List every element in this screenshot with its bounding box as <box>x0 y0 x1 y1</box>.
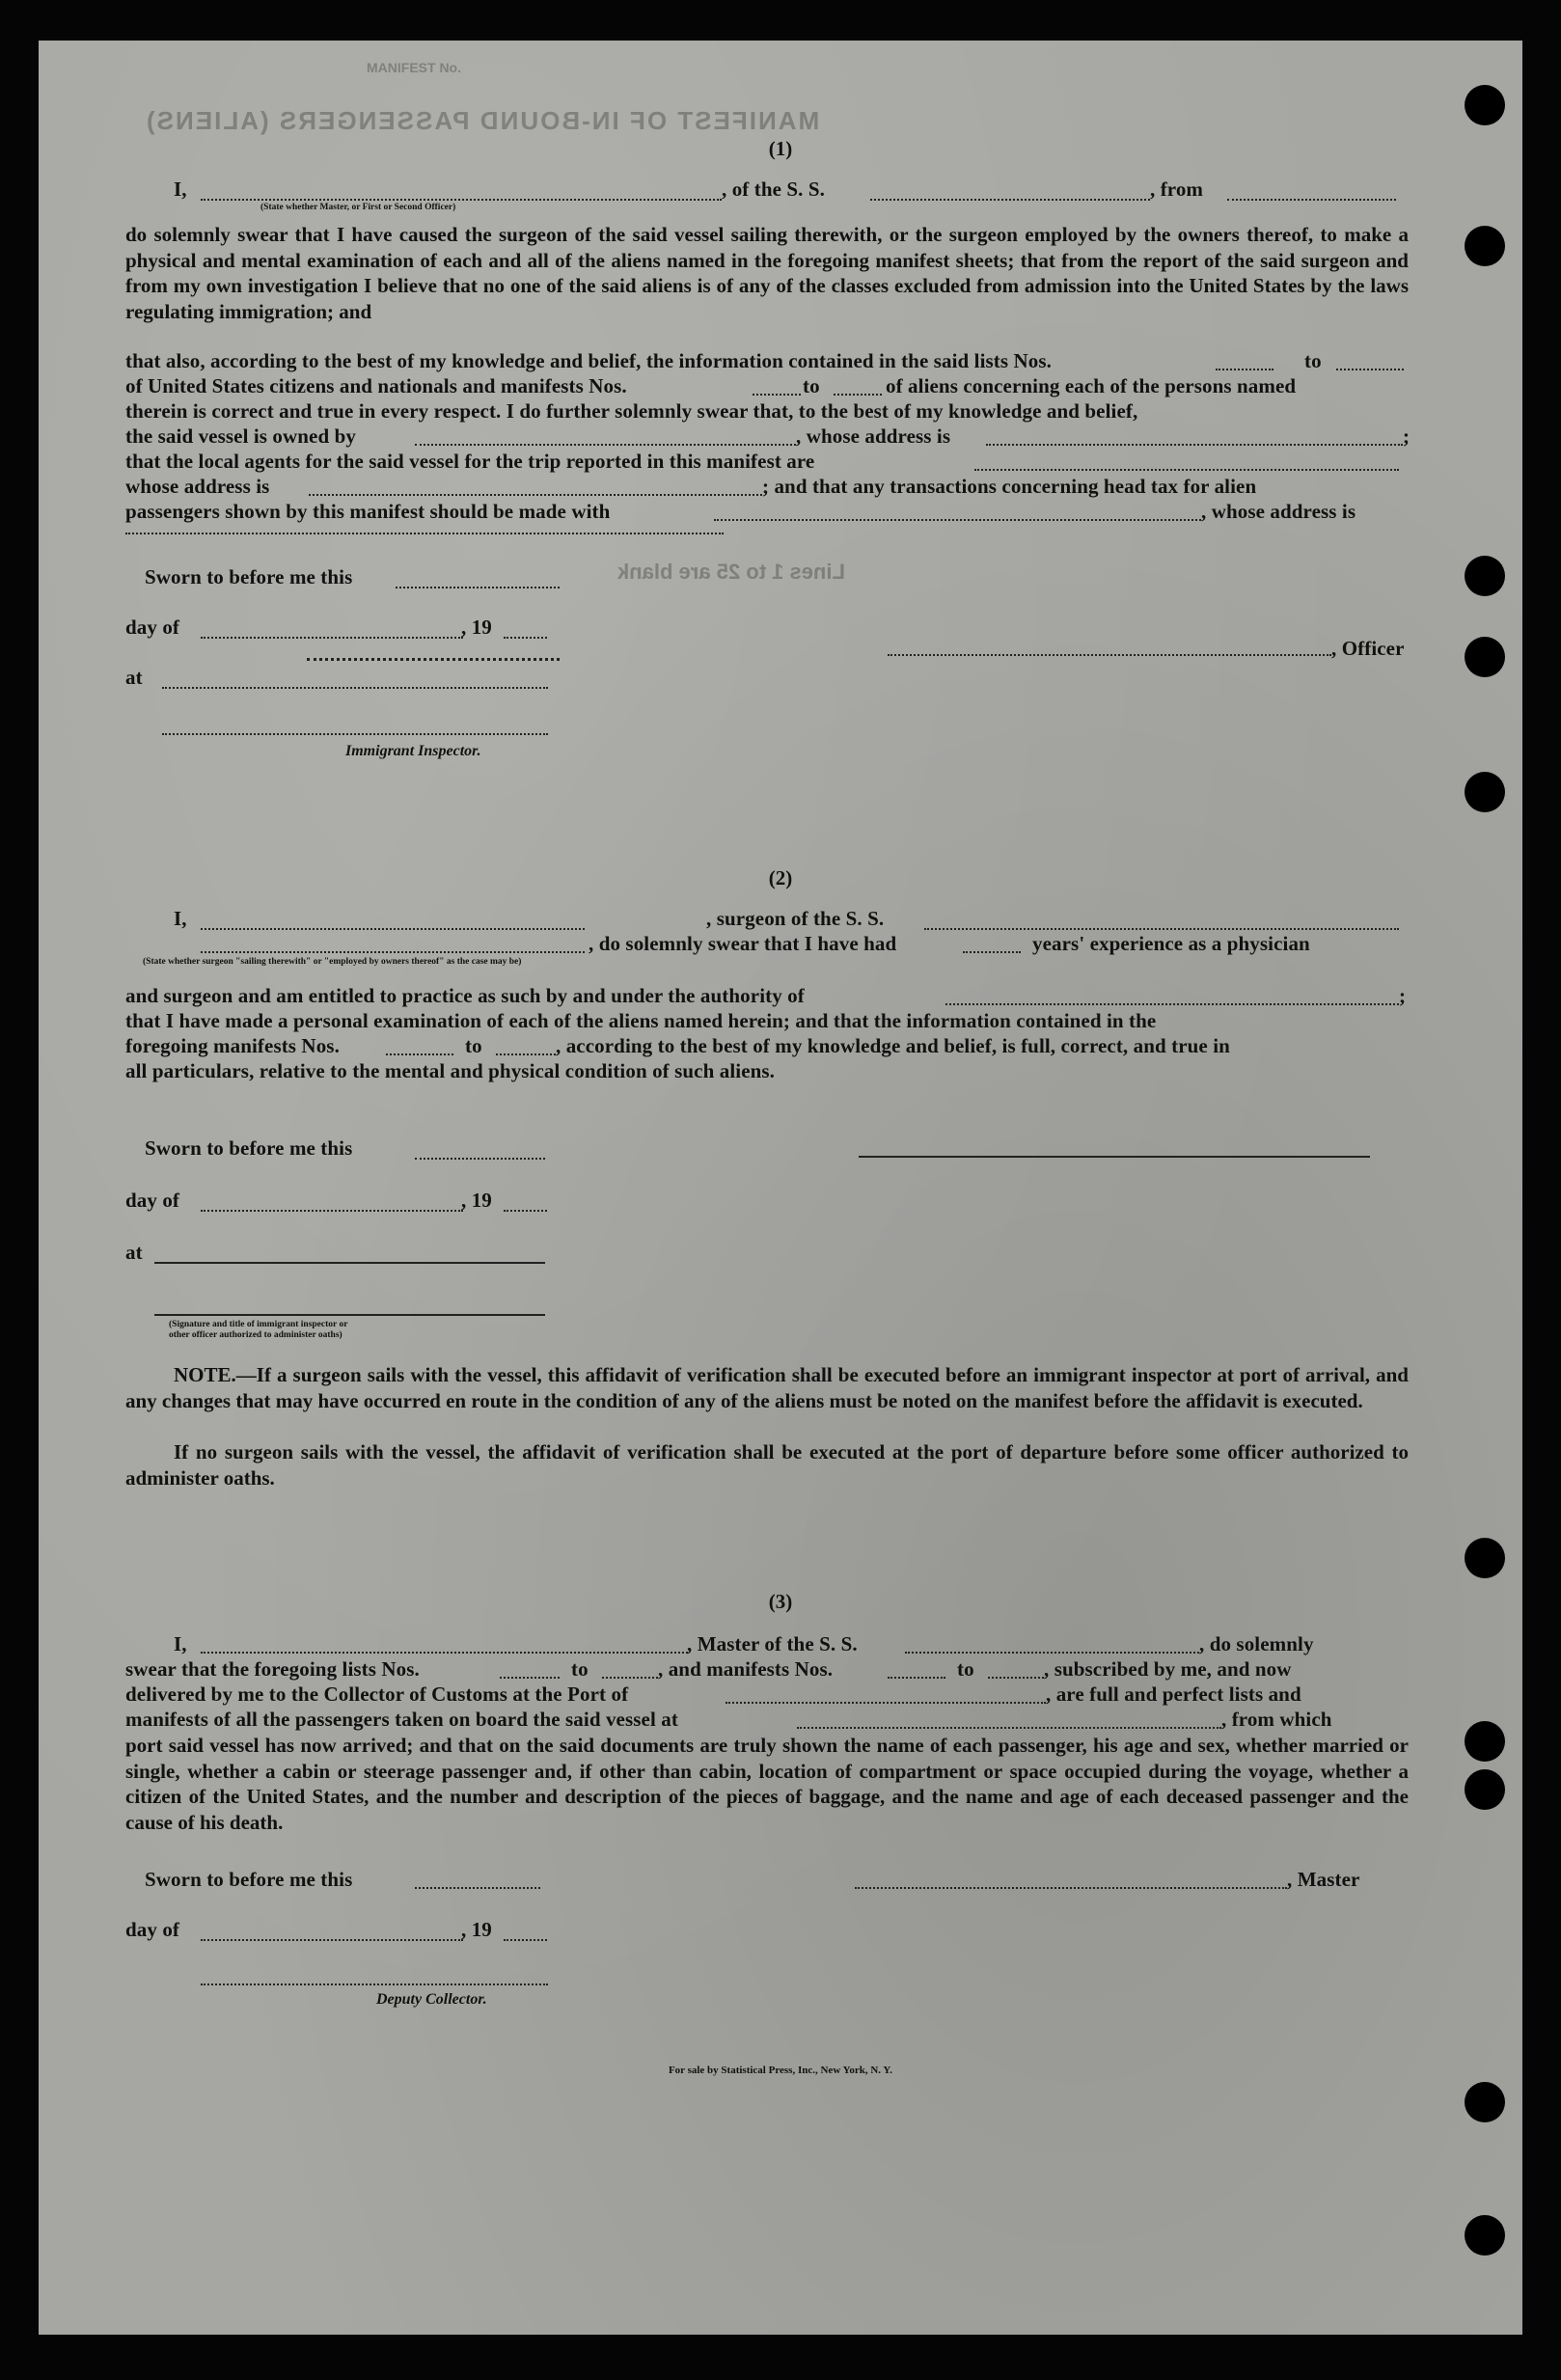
s2-signature-line[interactable] <box>859 1156 1370 1158</box>
punch-hole <box>1465 556 1505 596</box>
s2-note-label: NOTE. <box>174 1363 236 1386</box>
punch-hole <box>1465 772 1505 812</box>
s3-deputy-label: Deputy Collector. <box>376 1991 487 2008</box>
s3-para: port said vessel has now arrived; and that on the said documents are truly shown the name of each passenger, his age and sex, whether married or single, whether a cabin or steerage passenger and, if other than cabin, location of compartment or space occupied during the voyage, whether a citizen of the United States, and the number and description of the pieces of baggage, and the name and age of each deceased passenger and the cause of his death. <box>125 1734 1409 1834</box>
s3-master-name-field[interactable] <box>201 1652 688 1654</box>
footer-printer: For sale by Statistical Press, Inc., New York, N. Y. <box>668 2065 893 2076</box>
s1-officer: , Officer <box>1331 637 1405 660</box>
s2-surgeon-field[interactable] <box>201 928 585 930</box>
s1-para-e2: , whose address is <box>796 424 951 448</box>
s3-sworn-field[interactable] <box>415 1887 540 1889</box>
s2-year: , 19 <box>461 1189 492 1212</box>
s1-line1-i: I, <box>174 178 187 201</box>
punch-hole <box>1465 226 1505 266</box>
s3-manifests-to-field[interactable] <box>988 1677 1044 1679</box>
s2-semicolon: ; <box>1399 984 1407 1007</box>
s2-sig-caption-1: (Signature and title of immigrant inspector or <box>169 1320 348 1329</box>
s2-sig-caption-2: other officer authorized to administer oaths) <box>169 1330 342 1340</box>
s3-manifests-from-field[interactable] <box>888 1677 945 1679</box>
s3-line2b: , and manifests Nos. <box>658 1657 834 1681</box>
s3-deputy-signature[interactable] <box>201 1983 548 1985</box>
s1-para-c1: of United States citizens and nationals and manifests Nos. <box>125 374 627 397</box>
s2-note-2: If no surgeon sails with the vessel, the affidavit of verification shall be executed at the port of departure before some officer authorized to administer oaths. <box>125 1440 1409 1490</box>
s1-para-f: that the local agents for the said vessel for the trip reported in this manifest are <box>125 450 815 473</box>
s1-dotted-mark <box>307 658 560 661</box>
s1-from-field[interactable] <box>1227 199 1396 201</box>
s1-lists-to-field[interactable] <box>1336 369 1404 370</box>
s2-caption: (State whether surgeon "sailing therewith" or "employed by owners thereof" as the case may be) <box>143 957 522 967</box>
s1-owner-field[interactable] <box>415 444 796 446</box>
s1-year-field[interactable] <box>504 637 547 639</box>
s3-day-of: day of <box>125 1918 180 1941</box>
s3-line2-to: to <box>571 1657 589 1681</box>
s1-line1-of: , of the S. S. <box>722 178 825 201</box>
s3-line2-to2: to <box>957 1657 974 1681</box>
s3-year-field[interactable] <box>504 1939 547 1941</box>
s3-embark-field[interactable] <box>797 1727 1221 1729</box>
s1-agents-field[interactable] <box>974 469 1399 471</box>
s3-line2a: swear that the foregoing lists Nos. <box>125 1657 420 1681</box>
s2-note-text: —If a surgeon sails with the vessel, this affidavit of verification shall be executed before an immigrant inspector at port of arrival, and any changes that may have occurred en route in the condition of any of the aliens must be noted on the manifest before the affidavit is executed. <box>125 1363 1409 1412</box>
s2-line4b: , according to the best of my knowledge and belief, is full, correct, and true in <box>556 1034 1230 1057</box>
punch-hole <box>1465 1721 1505 1762</box>
s2-surgeon-field-2[interactable] <box>201 951 585 953</box>
form-page <box>39 41 1522 2335</box>
s1-headtax-field[interactable] <box>714 519 1201 521</box>
s3-lists-to-field[interactable] <box>602 1677 658 1679</box>
s3-vessel-field[interactable] <box>905 1652 1199 1654</box>
s3-line3b: , are full and perfect lists and <box>1046 1682 1301 1706</box>
s2-day-of: day of <box>125 1189 180 1212</box>
s3-line4a: manifests of all the passengers taken on board the said vessel at <box>125 1708 678 1731</box>
s3-sworn: Sworn to before me this <box>145 1868 353 1891</box>
s2-note <box>125 1362 1409 1413</box>
section-1-number: (1) <box>768 137 793 160</box>
section-2-number: (2) <box>768 866 793 889</box>
s2-inspector-signature[interactable] <box>154 1314 545 1316</box>
s1-at-field[interactable] <box>162 687 548 689</box>
s1-para-b-to: to <box>1304 349 1322 372</box>
s1-headtax-address-field[interactable] <box>125 533 724 534</box>
s1-para-c2: of aliens concerning each of the persons named <box>886 374 1297 397</box>
s2-authority-field[interactable] <box>945 1003 1399 1005</box>
s3-line4b: , from which <box>1221 1708 1332 1731</box>
s3-line1-end: , do solemnly <box>1199 1632 1314 1655</box>
s1-para-d: therein is correct and true in every respect. I do further solemnly swear that, to the best of my knowledge and belief, <box>125 399 1138 423</box>
s2-at-field[interactable] <box>154 1262 545 1264</box>
s2-line1-mid: , do solemnly swear that I have had <box>589 932 897 955</box>
s3-line1-master: , Master of the S. S. <box>687 1632 858 1655</box>
s2-line3: that I have made a personal examination of each of the aliens named herein; and that the information contained in the <box>125 1009 1157 1032</box>
s2-line4a: foregoing manifests Nos. <box>125 1034 340 1057</box>
ghost-manifest-no: MANIFEST No. <box>367 60 461 75</box>
s2-line5: all particulars, relative to the mental and physical condition of such aliens. <box>125 1059 776 1082</box>
s3-port-field[interactable] <box>726 1702 1046 1704</box>
punch-hole <box>1465 85 1505 125</box>
s2-vessel-field[interactable] <box>924 928 1399 930</box>
s1-lists-from-field[interactable] <box>1216 369 1273 370</box>
ghost-line-note: Lines 1 to 25 are blank <box>617 560 845 584</box>
s1-line1-from: , from <box>1150 178 1204 201</box>
punch-hole <box>1465 1538 1505 1578</box>
s1-sworn-field[interactable] <box>396 587 560 588</box>
punch-hole <box>1465 2082 1505 2122</box>
s1-para-b1: that also, according to the best of my knowledge and belief, the information contained in the said lists Nos. <box>125 349 1053 372</box>
s2-line1-i: I, <box>174 907 187 930</box>
s3-lists-from-field[interactable] <box>500 1677 560 1679</box>
s1-para-h2: , whose address is <box>1201 500 1356 523</box>
s1-manifests-to-field[interactable] <box>834 394 882 396</box>
s1-caption: (State whether Master, or First or Second Officer) <box>260 203 456 212</box>
s1-day-of: day of <box>125 616 180 639</box>
s3-day-field[interactable] <box>201 1939 463 1941</box>
s2-sworn: Sworn to before me this <box>145 1136 353 1160</box>
s1-manifests-from-field[interactable] <box>753 394 801 396</box>
s1-owner-address-field[interactable] <box>986 444 1403 446</box>
s2-line1-end: years' experience as a physician <box>1032 932 1310 955</box>
s1-sworn: Sworn to before me this <box>145 565 353 588</box>
s1-para-a: do solemnly swear that I have caused the surgeon of the said vessel sailing therewith, or the surgeon employed by the owners thereof, to make a physical and mental examination of each and all of the aliens named in the foregoing manifest sheets; that from the report of the said surgeon and from my own investigation I believe that no one of the said aliens is of any of the classes excluded from admission into the United States by the laws regulating immigration; and <box>125 223 1409 323</box>
s1-semicolon: ; <box>1403 424 1410 448</box>
section-3-number: (3) <box>768 1590 793 1613</box>
punch-hole <box>1465 2215 1505 2256</box>
s2-sworn-field[interactable] <box>415 1158 545 1160</box>
s3-line2c: , subscribed by me, and now <box>1044 1657 1292 1681</box>
s2-years-field[interactable] <box>963 951 1021 953</box>
s1-para-e1: the said vessel is owned by <box>125 424 356 448</box>
s2-manifest-from-field[interactable] <box>386 1053 453 1055</box>
s1-officer-signature[interactable] <box>888 654 1331 656</box>
punch-hole <box>1465 637 1505 677</box>
s3-master-signature[interactable] <box>855 1887 1287 1889</box>
s2-year-field[interactable] <box>504 1210 547 1212</box>
s2-at: at <box>125 1241 143 1264</box>
s2-surgeon-of: , surgeon of the S. S. <box>706 907 885 930</box>
s2-line2: and surgeon and am entitled to practice as such by and under the authority of <box>125 984 805 1007</box>
s1-para-g1: whose address is <box>125 475 270 498</box>
s1-para-c-to: to <box>803 374 820 397</box>
s1-para-h1: passengers shown by this manifest should be made with <box>125 500 611 523</box>
punch-hole <box>1465 1769 1505 1810</box>
s1-agents-address-field[interactable] <box>309 494 762 496</box>
s3-line1-i: I, <box>174 1632 187 1655</box>
s1-inspector-label: Immigrant Inspector. <box>345 743 481 759</box>
ghost-title: MANIFEST OF IN-BOUND PASSENGERS (ALIENS) <box>145 106 820 135</box>
s2-manifest-to-field[interactable] <box>496 1053 556 1055</box>
s1-para-g2: ; and that any transactions concerning head tax for alien <box>762 475 1257 498</box>
s1-year: , 19 <box>461 616 492 639</box>
s3-line3a: delivered by me to the Collector of Customs at the Port of <box>125 1682 629 1706</box>
s1-day-field[interactable] <box>201 637 463 639</box>
s2-day-field[interactable] <box>201 1210 463 1212</box>
s2-line4-to: to <box>465 1034 482 1057</box>
s1-inspector-signature[interactable] <box>162 733 548 735</box>
s1-vessel-field[interactable] <box>870 199 1150 201</box>
s1-officer-field[interactable] <box>201 199 722 201</box>
s3-year: , 19 <box>461 1918 492 1941</box>
s1-at: at <box>125 666 143 689</box>
s3-master: , Master <box>1287 1868 1360 1891</box>
